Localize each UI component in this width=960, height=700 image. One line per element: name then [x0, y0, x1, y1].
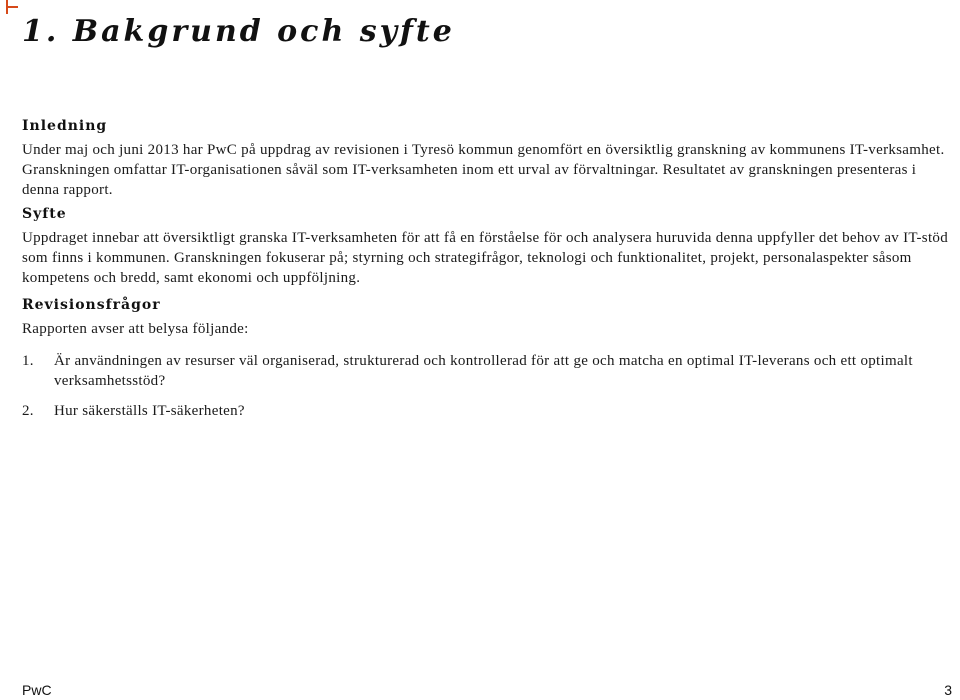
document-body [22, 118, 952, 431]
question-text: Hur säkerställs IT-säkerheten? [54, 403, 245, 419]
section-revisionsfragor [22, 297, 952, 421]
paragraph-inledning: Under maj och juni 2013 har PwC på uppdrag av revisionen i Tyresö kommun genomfört en översiktlig granskning av kommunens IT-verksamhet. Granskningen omfattar IT-organisationen såväl som IT-verksamheten inom ett urval av förvaltningar. Resultatet av granskningen presenteras i denna rapport. [22, 142, 945, 198]
heading-syfte: Syfte [22, 206, 67, 222]
paragraph-revisionsfragor-intro: Rapporten avser att belysa följande: [22, 321, 249, 337]
question-number: 1. [22, 353, 34, 369]
footer-brand: PwC [22, 682, 52, 698]
list-item [22, 351, 952, 391]
question-text: Är användningen av resurser väl organiserad, strukturerad och kontrollerad för att ge och matcha en optimal IT-leverans och ett optimalt verksamhetsstöd? [54, 353, 913, 389]
paragraph-syfte: Uppdraget innebar att översiktligt granska IT-verksamheten för att få en förståelse för och analysera huruvida denna uppfyller det behov av IT-stöd som finns i kommunen. Granskningen fokuserar på; styrning och strategifrågor, teknologi och funktionalitet, projekt, personalaspekter såsom kompetens och bredd, samt ekonomi och uppföljning. [22, 230, 949, 286]
corner-crop-mark [6, 0, 20, 14]
list-item [22, 401, 952, 421]
section-syfte [22, 206, 952, 288]
question-number: 2. [22, 403, 34, 419]
question-list [22, 351, 952, 421]
footer-page-number: 3 [944, 682, 952, 698]
heading-inledning: Inledning [22, 118, 108, 134]
page-title: 1. Bakgrund och syfte [22, 14, 455, 49]
section-inledning [22, 118, 952, 200]
heading-revisionsfragor: Revisionsfrågor [22, 297, 161, 313]
